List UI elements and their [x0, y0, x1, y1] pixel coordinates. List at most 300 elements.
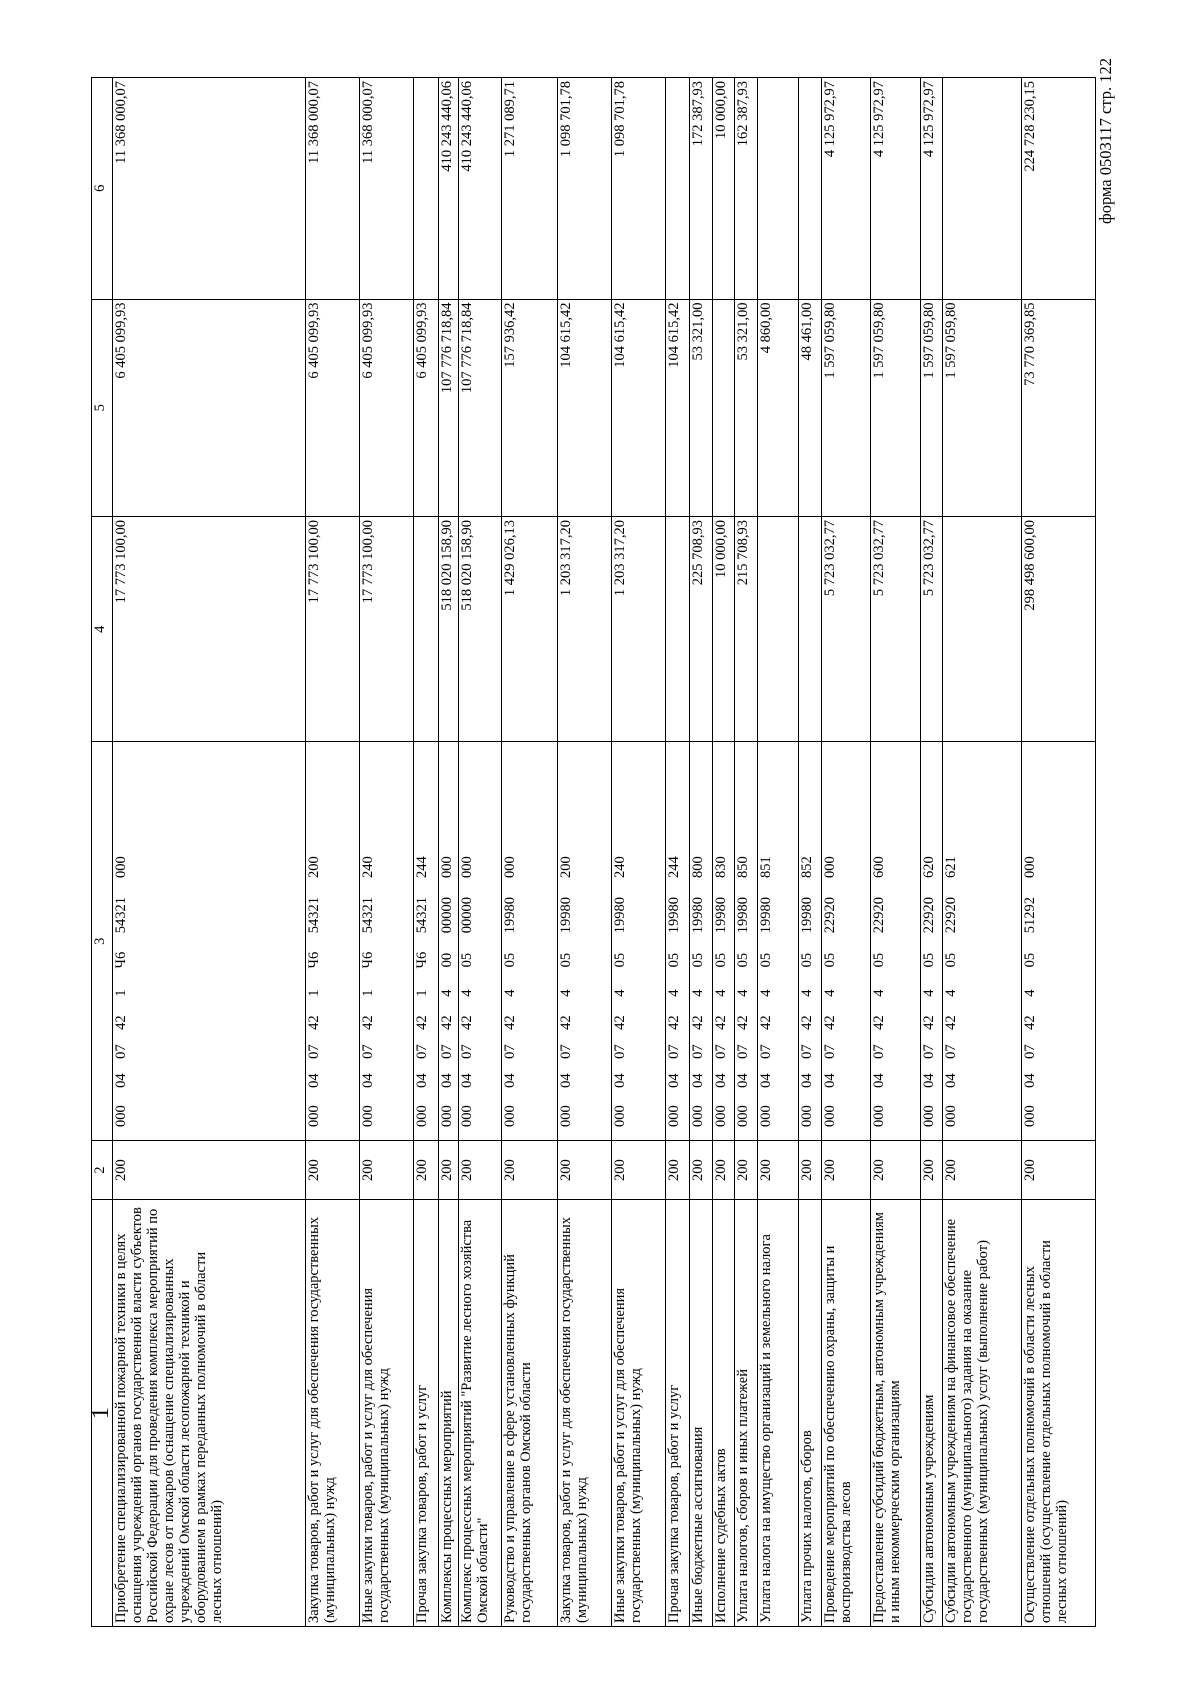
budget-code-part: 800	[690, 856, 707, 878]
row-name-cell: Уплата прочих налогов, сборов	[799, 1200, 821, 1627]
budget-code-part: 04	[611, 1073, 628, 1088]
budget-code-part: 19980	[501, 896, 518, 934]
amount-cell-c5: 73 770 369,85	[1021, 299, 1095, 516]
amount-cell-c6: 11 368 000,07	[113, 78, 306, 300]
line-code-cell: 200	[757, 1141, 799, 1200]
table-row	[459, 78, 502, 1627]
budget-code-part: 621	[943, 856, 960, 878]
amount-cell-c5: 53 321,00	[735, 299, 757, 516]
line-code-cell: 200	[501, 1141, 557, 1200]
budget-code-part: 4	[459, 989, 476, 997]
amount-cell-c4: 5 723 032,77	[821, 516, 870, 742]
amount-cell-c5: 6 405 099,93	[414, 299, 439, 516]
budget-code-cell	[414, 742, 439, 1141]
budget-code-part: 05	[943, 952, 960, 968]
budget-code-part: 07	[799, 1044, 816, 1059]
amount-cell-c5: 104 615,42	[557, 299, 611, 516]
budget-code-cell	[943, 742, 1022, 1141]
budget-code-cell	[757, 742, 799, 1141]
amount-cell-c4: 5 723 032,77	[920, 516, 942, 742]
budget-code-part: 04	[414, 1073, 431, 1088]
budget-code-part: 42	[821, 1015, 838, 1030]
line-code-cell: 200	[943, 1141, 1022, 1200]
table-row	[557, 78, 611, 1627]
budget-code-part: 05	[690, 952, 707, 968]
budget-code-part: 000	[501, 856, 518, 878]
budget-code-part: 200	[306, 856, 323, 878]
amount-cell-c6: 410 243 440,06	[438, 78, 458, 300]
amount-cell-c4	[943, 516, 1022, 742]
line-code-cell: 200	[611, 1141, 665, 1200]
budget-code-part: 852	[799, 856, 816, 878]
amount-cell-c6	[943, 78, 1022, 300]
amount-cell-c5: 6 405 099,93	[306, 299, 360, 516]
budget-code-cell	[735, 742, 757, 1141]
budget-code-part: 07	[113, 1044, 130, 1059]
budget-code-part: 42	[113, 1015, 130, 1030]
budget-code-part: 22920	[821, 896, 838, 934]
line-code-cell: 200	[871, 1141, 920, 1200]
budget-code-part: 200	[557, 856, 574, 878]
amount-cell-c6: 4 125 972,97	[920, 78, 942, 300]
budget-code-part: Ч6	[360, 951, 377, 969]
budget-code-cell	[113, 742, 306, 1141]
budget-code-part: 22920	[920, 896, 937, 934]
amount-cell-c4	[665, 516, 690, 742]
budget-code-part: 22920	[871, 896, 888, 934]
budget-code-part: 42	[501, 1015, 518, 1030]
budget-code-part: 05	[665, 952, 682, 968]
budget-code-part: 1	[113, 989, 130, 997]
budget-code-part: 07	[757, 1044, 774, 1059]
budget-code-part: 4	[1021, 989, 1038, 997]
budget-code-part: 54321	[306, 896, 323, 934]
budget-code-part: 04	[757, 1073, 774, 1088]
table-row	[712, 78, 734, 1627]
amount-cell-c4: 215 708,93	[735, 516, 757, 742]
budget-code-part: 42	[438, 1015, 455, 1030]
budget-code-part: 850	[735, 856, 752, 878]
row-name-cell: Комплекс процессных мероприятий "Развитие лесного хозяйства Омской области"	[459, 1200, 502, 1627]
header-col-2: 2	[92, 1141, 113, 1200]
budget-report-table	[88, 77, 1096, 1627]
budget-code-cell	[1021, 742, 1095, 1141]
amount-cell-c5: 107 776 718,84	[438, 299, 458, 516]
budget-code-part: 00	[438, 952, 455, 968]
budget-code-part: 07	[690, 1044, 707, 1059]
amount-cell-c6	[414, 78, 439, 300]
row-name-cell: Иные закупки товаров, работ и услуг для обеспечения государственных (муниципальных) нужд	[611, 1200, 665, 1627]
budget-code-part: 05	[1021, 952, 1038, 968]
amount-cell-c6: 4 125 972,97	[821, 78, 870, 300]
amount-cell-c6: 10 000,00	[712, 78, 734, 300]
row-name-cell: Закупка товаров, работ и услуг для обеспечения государственных (муниципальных) нужд	[557, 1200, 611, 1627]
amount-cell-c5: 1 597 059,80	[821, 299, 870, 516]
row-name-cell: Исполнение судебных актов	[712, 1200, 734, 1627]
amount-cell-c6: 4 125 972,97	[871, 78, 920, 300]
amount-cell-c6: 11 368 000,07	[360, 78, 414, 300]
budget-code-part: 07	[557, 1044, 574, 1059]
budget-code-part: 000	[821, 856, 838, 878]
amount-cell-c5: 107 776 718,84	[459, 299, 502, 516]
budget-code-part: 00000	[459, 896, 476, 934]
budget-code-part: 000	[459, 1105, 476, 1127]
table-row	[414, 78, 439, 1627]
budget-code-part: 42	[414, 1015, 431, 1030]
budget-code-part: 22920	[943, 896, 960, 934]
form-label: форма 0503117 стр. 122	[1096, 58, 1115, 224]
budget-code-part: 4	[871, 989, 888, 997]
amount-cell-c6: 1 098 701,78	[557, 78, 611, 300]
budget-code-part: 42	[735, 1015, 752, 1030]
table-row	[735, 78, 757, 1627]
budget-code-part: 05	[920, 952, 937, 968]
amount-cell-c5	[712, 299, 734, 516]
budget-code-cell	[665, 742, 690, 1141]
budget-code-part: 000	[438, 856, 455, 878]
budget-code-part: 244	[414, 856, 431, 878]
row-name-cell: Прочая закупка товаров, работ и услуг	[414, 1200, 439, 1627]
budget-code-part: 851	[757, 856, 774, 878]
line-code-cell: 200	[306, 1141, 360, 1200]
row-name-cell: Закупка товаров, работ и услуг для обеспечения государственных (муниципальных) нужд	[306, 1200, 360, 1627]
amount-cell-c5: 1 597 059,80	[943, 299, 1022, 516]
budget-code-part: 244	[665, 856, 682, 878]
line-code-cell: 200	[557, 1141, 611, 1200]
budget-code-part: 19980	[557, 896, 574, 934]
line-code-cell: 200	[690, 1141, 712, 1200]
budget-code-part: 600	[871, 856, 888, 878]
budget-code-part: 42	[757, 1015, 774, 1030]
budget-code-part: 05	[459, 952, 476, 968]
budget-code-part: 04	[438, 1073, 455, 1088]
budget-code-part: 4	[665, 989, 682, 997]
budget-code-part: Ч6	[306, 951, 323, 969]
budget-code-part: 19980	[757, 896, 774, 934]
budget-code-part: 42	[712, 1015, 729, 1030]
budget-code-part: 000	[821, 1105, 838, 1127]
budget-code-part: 4	[821, 989, 838, 997]
budget-code-part: 07	[943, 1044, 960, 1059]
budget-code-part: 000	[735, 1105, 752, 1127]
amount-cell-c5: 157 936,42	[501, 299, 557, 516]
budget-code-part: 42	[943, 1015, 960, 1030]
budget-code-part: 07	[871, 1044, 888, 1059]
amount-cell-c6	[799, 78, 821, 300]
header-col-5: 5	[92, 299, 113, 516]
table-row	[871, 78, 920, 1627]
amount-cell-c4: 225 708,93	[690, 516, 712, 742]
amount-cell-c5: 6 405 099,93	[360, 299, 414, 516]
amount-cell-c4: 518 020 158,90	[459, 516, 502, 742]
budget-code-part: 000	[306, 1105, 323, 1127]
header-col-3: 3	[92, 742, 113, 1141]
header-col-4: 4	[92, 516, 113, 742]
table-row	[799, 78, 821, 1627]
budget-code-part: 000	[665, 1105, 682, 1127]
amount-cell-c4: 1 429 026,13	[501, 516, 557, 742]
row-name-cell: Субсидии автономным учреждениям на финансовое обеспечение государственного (муниципального) задания на оказание государственных (муниципальных) услуг (выполнение работ)	[943, 1200, 1022, 1627]
budget-code-part: 1	[414, 989, 431, 997]
line-code-cell: 200	[665, 1141, 690, 1200]
budget-code-part: 000	[414, 1105, 431, 1127]
budget-code-part: 05	[712, 952, 729, 968]
amount-cell-c6	[665, 78, 690, 300]
amount-cell-c6: 410 243 440,06	[459, 78, 502, 300]
table-row	[501, 78, 557, 1627]
budget-code-part: 07	[1021, 1044, 1038, 1059]
amount-cell-c5: 104 615,42	[611, 299, 665, 516]
budget-code-part: 4	[501, 989, 518, 997]
budget-code-part: 19980	[799, 896, 816, 934]
budget-code-part: 05	[821, 952, 838, 968]
budget-code-part: 51292	[1021, 896, 1038, 934]
budget-code-part: 42	[459, 1015, 476, 1030]
budget-code-part: 19980	[611, 896, 628, 934]
budget-code-part: 54321	[360, 896, 377, 934]
row-name-cell: Иные бюджетные ассигнования	[690, 1200, 712, 1627]
budget-code-part: 000	[438, 1105, 455, 1127]
budget-code-part: Ч6	[414, 951, 431, 969]
budget-code-part: 04	[501, 1073, 518, 1088]
budget-code-part: 000	[757, 1105, 774, 1127]
budget-code-part: 4	[920, 989, 937, 997]
amount-cell-c5: 48 461,00	[799, 299, 821, 516]
budget-code-cell	[690, 742, 712, 1141]
budget-code-part: 07	[414, 1044, 431, 1059]
budget-code-part: 4	[690, 989, 707, 997]
budget-code-part: 04	[920, 1073, 937, 1088]
line-code-cell: 200	[799, 1141, 821, 1200]
amount-cell-c4: 10 000,00	[712, 516, 734, 742]
budget-code-part: 04	[557, 1073, 574, 1088]
row-name-cell: Прочая закупка товаров, работ и услуг	[665, 1200, 690, 1627]
budget-code-part: 07	[735, 1044, 752, 1059]
header-col-1: 1	[92, 1200, 113, 1627]
budget-code-part: 000	[113, 856, 130, 878]
budget-code-cell	[712, 742, 734, 1141]
budget-code-part: 04	[306, 1073, 323, 1088]
budget-code-part: 240	[360, 856, 377, 878]
table-row	[821, 78, 870, 1627]
budget-code-part: 620	[920, 856, 937, 878]
budget-code-cell	[501, 742, 557, 1141]
table-row	[943, 78, 1022, 1627]
budget-code-part: 000	[557, 1105, 574, 1127]
budget-code-part: 04	[665, 1073, 682, 1088]
budget-code-part: Ч6	[113, 951, 130, 969]
budget-code-part: 4	[438, 989, 455, 997]
budget-code-part: 000	[360, 1105, 377, 1127]
line-code-cell: 200	[113, 1141, 306, 1200]
budget-code-part: 05	[799, 952, 816, 968]
amount-cell-c4: 518 020 158,90	[438, 516, 458, 742]
amount-cell-c6: 162 387,93	[735, 78, 757, 300]
table-row	[306, 78, 360, 1627]
line-code-cell: 200	[459, 1141, 502, 1200]
row-name-cell: Уплата налогов, сборов и иных платежей	[735, 1200, 757, 1627]
budget-code-part: 04	[113, 1073, 130, 1088]
row-name-cell: Комплексы процессных мероприятий	[438, 1200, 458, 1627]
budget-code-part: 000	[920, 1105, 937, 1127]
budget-code-part: 42	[799, 1015, 816, 1030]
table-row	[690, 78, 712, 1627]
line-code-cell: 200	[414, 1141, 439, 1200]
amount-cell-c6: 1 098 701,78	[611, 78, 665, 300]
amount-cell-c4: 1 203 317,20	[611, 516, 665, 742]
row-name-cell: Приобретение специализированной пожарной техники в целях оснащения учреждений органов государственной власти субъектов Российской Федерации для проведения комплекса мероприятий по охране лесов от пожаров (оснащение специализированных учреждений Омской области лесопожарной техникой и оборудованием в рамках переданных полномочий в области лесных отношений)	[113, 1200, 306, 1627]
budget-code-part: 07	[920, 1044, 937, 1059]
budget-code-part: 4	[943, 989, 960, 997]
amount-cell-c4: 17 773 100,00	[360, 516, 414, 742]
budget-code-part: 42	[611, 1015, 628, 1030]
budget-code-cell	[821, 742, 870, 1141]
line-code-cell: 200	[360, 1141, 414, 1200]
column-number-header	[92, 78, 113, 1627]
amount-cell-c4	[799, 516, 821, 742]
budget-code-part: 42	[306, 1015, 323, 1030]
budget-code-part: 05	[611, 952, 628, 968]
budget-code-part: 42	[920, 1015, 937, 1030]
budget-code-part: 000	[459, 856, 476, 878]
budget-code-cell	[306, 742, 360, 1141]
row-name-cell: Уплата налога на имущество организаций и земельного налога	[757, 1200, 799, 1627]
table-row	[757, 78, 799, 1627]
budget-code-part: 1	[360, 989, 377, 997]
budget-code-part: 000	[943, 1105, 960, 1127]
budget-code-part: 000	[1021, 856, 1038, 878]
budget-code-part: 4	[799, 989, 816, 997]
budget-code-part: 42	[360, 1015, 377, 1030]
budget-code-cell	[611, 742, 665, 1141]
line-code-cell: 200	[920, 1141, 942, 1200]
amount-cell-c5: 104 615,42	[665, 299, 690, 516]
budget-code-part: 4	[611, 989, 628, 997]
budget-code-part: 000	[501, 1105, 518, 1127]
budget-code-part: 04	[360, 1073, 377, 1088]
row-name-cell: Руководство и управление в сфере установленных функций государственных органов Омской области	[501, 1200, 557, 1627]
budget-code-part: 07	[665, 1044, 682, 1059]
budget-code-part: 07	[712, 1044, 729, 1059]
line-code-cell: 200	[438, 1141, 458, 1200]
amount-cell-c4: 298 498 600,00	[1021, 516, 1095, 742]
amount-cell-c4: 5 723 032,77	[871, 516, 920, 742]
amount-cell-c5: 6 405 099,93	[113, 299, 306, 516]
amount-cell-c6: 11 368 000,07	[306, 78, 360, 300]
budget-code-part: 05	[735, 952, 752, 968]
budget-code-part: 19980	[665, 896, 682, 934]
line-code-cell: 200	[712, 1141, 734, 1200]
budget-code-part: 000	[690, 1105, 707, 1127]
row-name-cell: Предоставление субсидий бюджетным, автономным учреждениям и иным некоммерческим организациям	[871, 1200, 920, 1627]
budget-code-cell	[459, 742, 502, 1141]
line-code-cell: 200	[735, 1141, 757, 1200]
budget-code-part: 04	[871, 1073, 888, 1088]
budget-code-part: 1	[306, 989, 323, 997]
budget-code-part: 830	[712, 856, 729, 878]
row-name-cell: Иные закупки товаров, работ и услуг для обеспечения государственных (муниципальных) нужд	[360, 1200, 414, 1627]
amount-cell-c4: 17 773 100,00	[113, 516, 306, 742]
budget-code-part: 000	[871, 1105, 888, 1127]
budget-code-part: 04	[799, 1073, 816, 1088]
line-code-cell: 200	[821, 1141, 870, 1200]
budget-code-part: 05	[871, 952, 888, 968]
budget-code-part: 42	[1021, 1015, 1038, 1030]
amount-cell-c6: 224 728 230,15	[1021, 78, 1095, 300]
budget-code-part: 05	[557, 952, 574, 968]
budget-code-part: 000	[712, 1105, 729, 1127]
line-code-cell: 200	[1021, 1141, 1095, 1200]
budget-code-part: 07	[501, 1044, 518, 1059]
budget-code-part: 04	[1021, 1073, 1038, 1088]
budget-code-part: 07	[459, 1044, 476, 1059]
budget-code-part: 04	[735, 1073, 752, 1088]
budget-code-part: 4	[557, 989, 574, 997]
amount-cell-c4	[414, 516, 439, 742]
amount-cell-c4	[757, 516, 799, 742]
table-row	[360, 78, 414, 1627]
table-row	[113, 78, 306, 1627]
budget-code-part: 07	[306, 1044, 323, 1059]
amount-cell-c6: 1 271 089,71	[501, 78, 557, 300]
amount-cell-c5: 4 860,00	[757, 299, 799, 516]
amount-cell-c6	[757, 78, 799, 300]
budget-code-part: 00000	[438, 896, 455, 934]
budget-code-part: 54321	[414, 896, 431, 934]
budget-code-part: 04	[690, 1073, 707, 1088]
budget-code-part: 04	[943, 1073, 960, 1088]
amount-cell-c5: 1 597 059,80	[920, 299, 942, 516]
budget-code-cell	[920, 742, 942, 1141]
budget-code-part: 07	[438, 1044, 455, 1059]
budget-code-part: 04	[712, 1073, 729, 1088]
budget-code-part: 04	[821, 1073, 838, 1088]
budget-code-cell	[438, 742, 458, 1141]
budget-code-part: 19980	[735, 896, 752, 934]
amount-cell-c6: 172 387,93	[690, 78, 712, 300]
table-row	[1021, 78, 1095, 1627]
budget-code-part: 000	[1021, 1105, 1038, 1127]
table-row	[611, 78, 665, 1627]
budget-code-part: 42	[690, 1015, 707, 1030]
row-name-cell: Субсидии автономным учреждениям	[920, 1200, 942, 1627]
budget-code-part: 000	[611, 1105, 628, 1127]
budget-code-part: 19980	[690, 896, 707, 934]
budget-code-cell	[557, 742, 611, 1141]
budget-code-part: 42	[557, 1015, 574, 1030]
amount-cell-c5: 53 321,00	[690, 299, 712, 516]
budget-code-cell	[799, 742, 821, 1141]
table-row	[438, 78, 458, 1627]
budget-code-part: 54321	[113, 896, 130, 934]
budget-code-part: 4	[735, 989, 752, 997]
budget-code-part: 07	[360, 1044, 377, 1059]
rotated-page	[88, 77, 1096, 1627]
budget-code-part: 04	[459, 1073, 476, 1088]
amount-cell-c4: 17 773 100,00	[306, 516, 360, 742]
budget-code-part: 05	[757, 952, 774, 968]
amount-cell-c5: 1 597 059,80	[871, 299, 920, 516]
budget-code-part: 4	[712, 989, 729, 997]
row-name-cell: Осуществление отдельных полномочий в области лесных отношений (осуществление отдельных полномочий в области лесных отношений)	[1021, 1200, 1095, 1627]
budget-code-part: 07	[821, 1044, 838, 1059]
table-row	[665, 78, 690, 1627]
row-name-cell: Проведение мероприятий по обеспечению охраны, защиты и воспроизводства лесов	[821, 1200, 870, 1627]
table-row	[920, 78, 942, 1627]
budget-code-cell	[871, 742, 920, 1141]
budget-code-part: 240	[611, 856, 628, 878]
budget-code-part: 42	[665, 1015, 682, 1030]
